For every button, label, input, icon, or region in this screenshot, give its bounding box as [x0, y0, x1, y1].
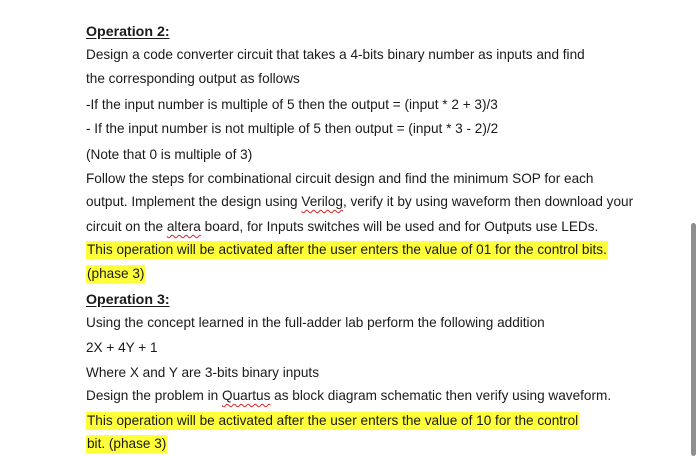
operation-3-heading: Operation 3:	[86, 292, 170, 308]
operation-3-activation-note	[86, 411, 579, 431]
operation-2-phase	[86, 264, 145, 284]
highlighted-text: This operation will be activated after the user enters the value of 01 for the control bits.	[87, 242, 607, 257]
operation-2-text-line: the corresponding output as follows	[86, 71, 300, 86]
text-segment: as block diagram schematic then verify using waveform.	[270, 388, 612, 403]
operation-2-rule-not-multiple: - If the input number is not multiple of 5 then output = (input * 3 - 2)/2	[86, 121, 499, 136]
spellcheck-word-altera: altera	[166, 219, 201, 234]
operation-2-text-line	[86, 217, 598, 237]
operation-3-text-line	[86, 386, 611, 406]
operation-2-text-line: Follow the steps for combinational circuit design and find the minimum SOP for each	[86, 171, 594, 186]
operation-3-formula: 2X + 4Y + 1	[86, 340, 158, 355]
highlighted-text: This operation will be activated after the user enters the value of 10 for the control	[87, 413, 579, 428]
operation-2-rule-multiple: -If the input number is multiple of 5 then the output = (input * 2 + 3)/3	[86, 97, 498, 112]
operation-2-text-line	[86, 192, 633, 212]
spellcheck-word-verilog: Verilog	[301, 194, 343, 209]
operation-2-heading: Operation 2:	[86, 24, 170, 40]
operation-3-text-line: Where X and Y are 3-bits binary inputs	[86, 365, 319, 380]
text-segment: Design the problem in	[86, 388, 223, 403]
highlighted-text: bit. (phase 3)	[87, 436, 167, 451]
text-segment: board, for Inputs switches will be used and for Outputs use LEDs.	[200, 219, 599, 234]
operation-3-phase	[86, 434, 167, 454]
operation-2-note: (Note that 0 is multiple of 3)	[86, 147, 253, 162]
text-segment: output. Implement the design using	[86, 194, 302, 209]
vertical-scrollbar[interactable]	[691, 223, 696, 456]
spellcheck-word-quartus: Quartus	[222, 388, 271, 403]
operation-2-activation-note	[86, 240, 608, 260]
text-segment: , verify it by using waveform then download your	[342, 194, 634, 209]
operation-2-text-line: Design a code converter circuit that takes a 4-bits binary number as inputs and find	[86, 47, 585, 62]
highlighted-text: (phase 3)	[87, 266, 145, 281]
operation-3-text-line: Using the concept learned in the full-adder lab perform the following addition	[86, 315, 545, 330]
text-segment: circuit on the	[86, 219, 167, 234]
